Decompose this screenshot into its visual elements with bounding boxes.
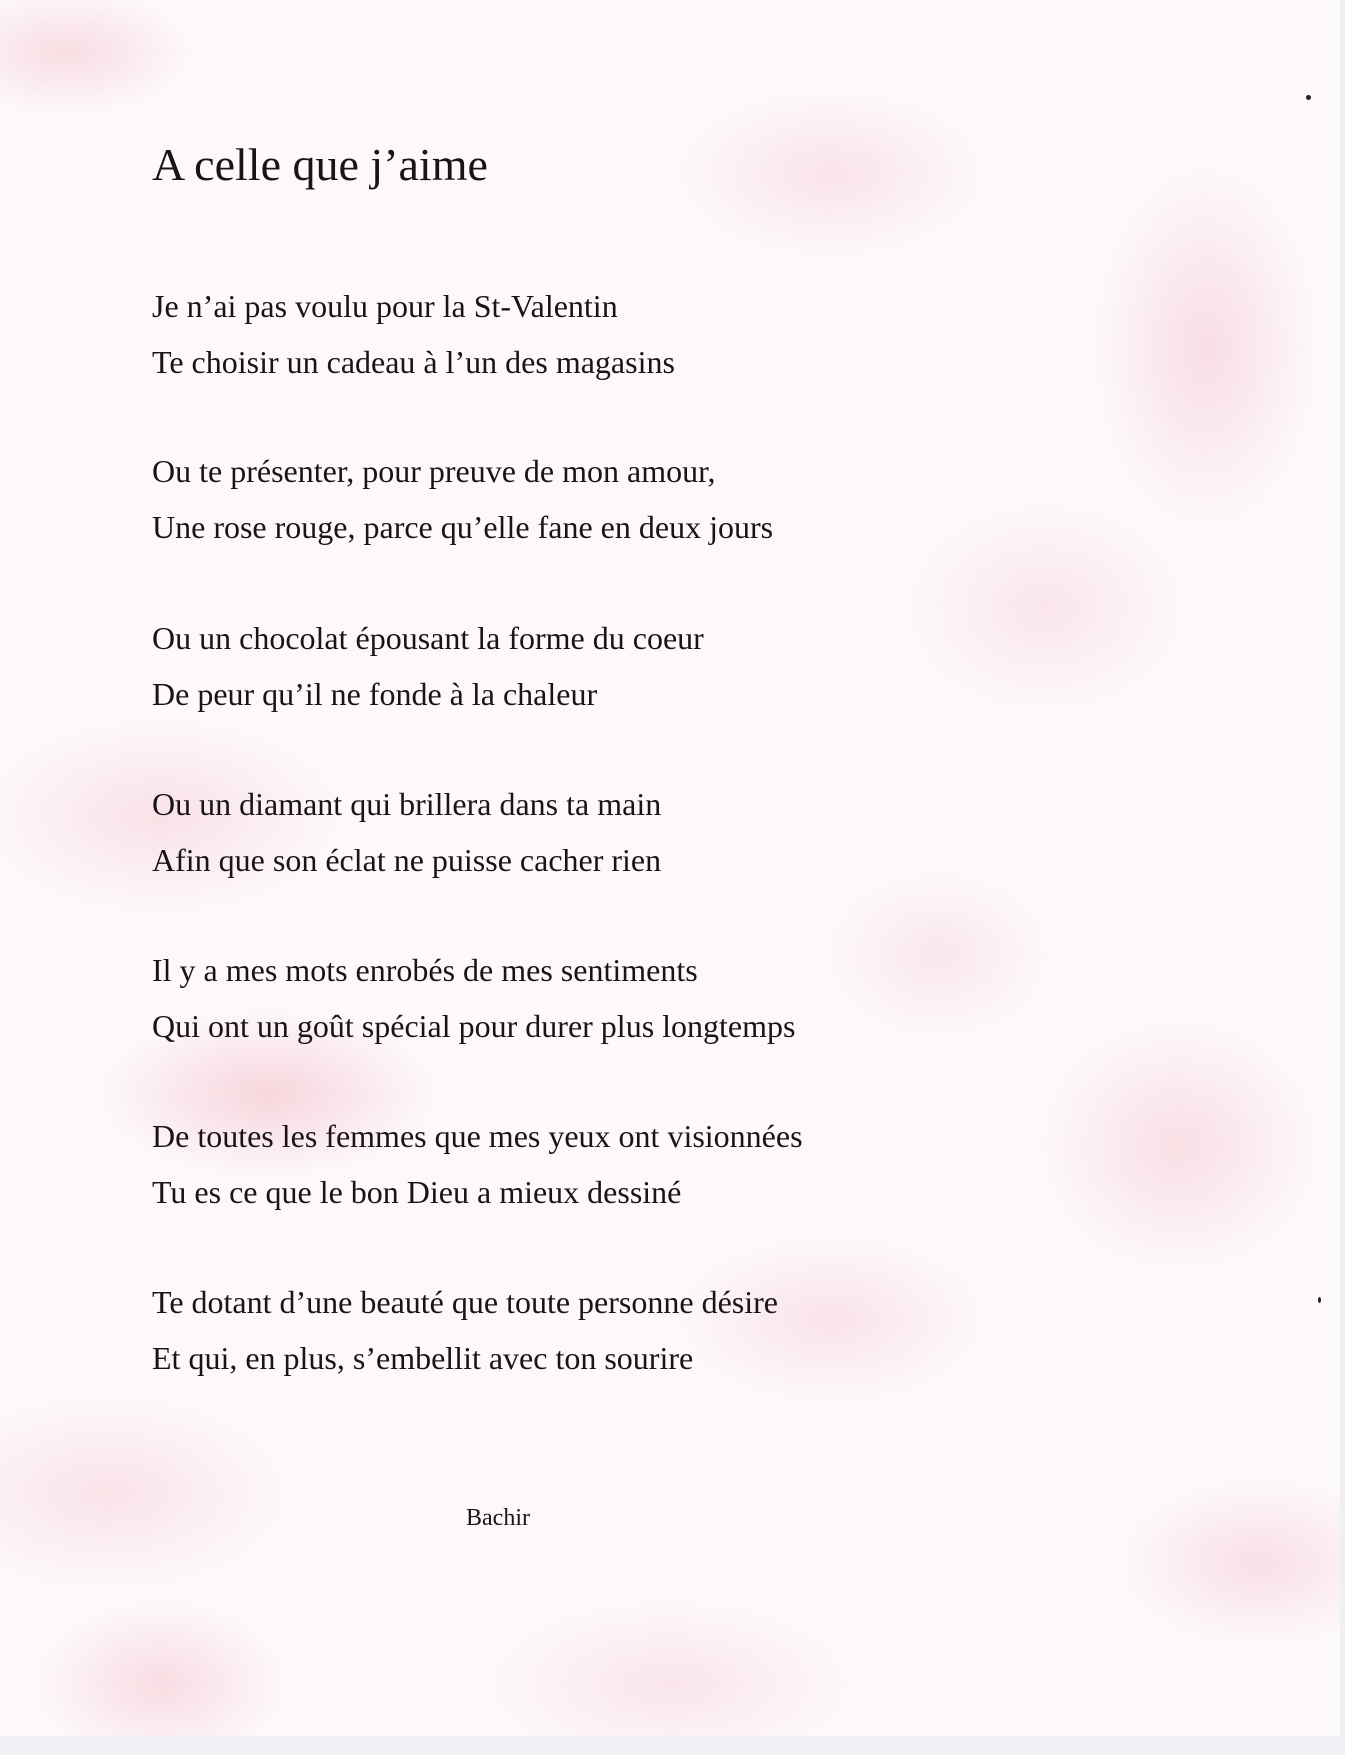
ink-speck — [1306, 95, 1311, 100]
stanza-7 — [152, 1274, 778, 1386]
stanza-4 — [152, 776, 661, 888]
stanza-2 — [152, 443, 773, 555]
verse-line: Te dotant d’une beauté que toute personne désire — [152, 1284, 778, 1320]
verse-line: De peur qu’il ne fonde à la chaleur — [152, 676, 598, 712]
verse-line: Tu es ce que le bon Dieu a mieux dessiné — [152, 1174, 682, 1210]
stanza-6 — [152, 1108, 803, 1220]
verse-line: De toutes les femmes que mes yeux ont visionnées — [152, 1118, 803, 1154]
stanza-3 — [152, 610, 704, 722]
verse-line: Une rose rouge, parce qu’elle fane en deux jours — [152, 509, 774, 545]
verse-line: Il y a mes mots enrobés de mes sentiments — [152, 952, 698, 988]
verse-line: Afin que son éclat ne puisse cacher rien — [152, 842, 662, 878]
verse-line: Te choisir un cadeau à l’un des magasins — [152, 344, 675, 380]
verse-line: Ou te présenter, pour preuve de mon amour, — [152, 453, 716, 489]
verse-line: Ou un diamant qui brillera dans ta main — [152, 786, 662, 822]
verse-line: Je n’ai pas voulu pour la St-Valentin — [152, 288, 618, 324]
stanza-1 — [152, 278, 675, 390]
stanza-5 — [152, 942, 795, 1054]
author-signature: Bachir — [466, 1505, 530, 1531]
verse-line: Ou un chocolat épousant la forme du coeur — [152, 620, 704, 656]
ink-speck — [1318, 1297, 1321, 1303]
verse-line: Qui ont un goût spécial pour durer plus longtemps — [152, 1008, 796, 1044]
poem-title: A celle que j’aime — [152, 139, 488, 190]
verse-line: Et qui, en plus, s’embellit avec ton sourire — [152, 1340, 694, 1376]
